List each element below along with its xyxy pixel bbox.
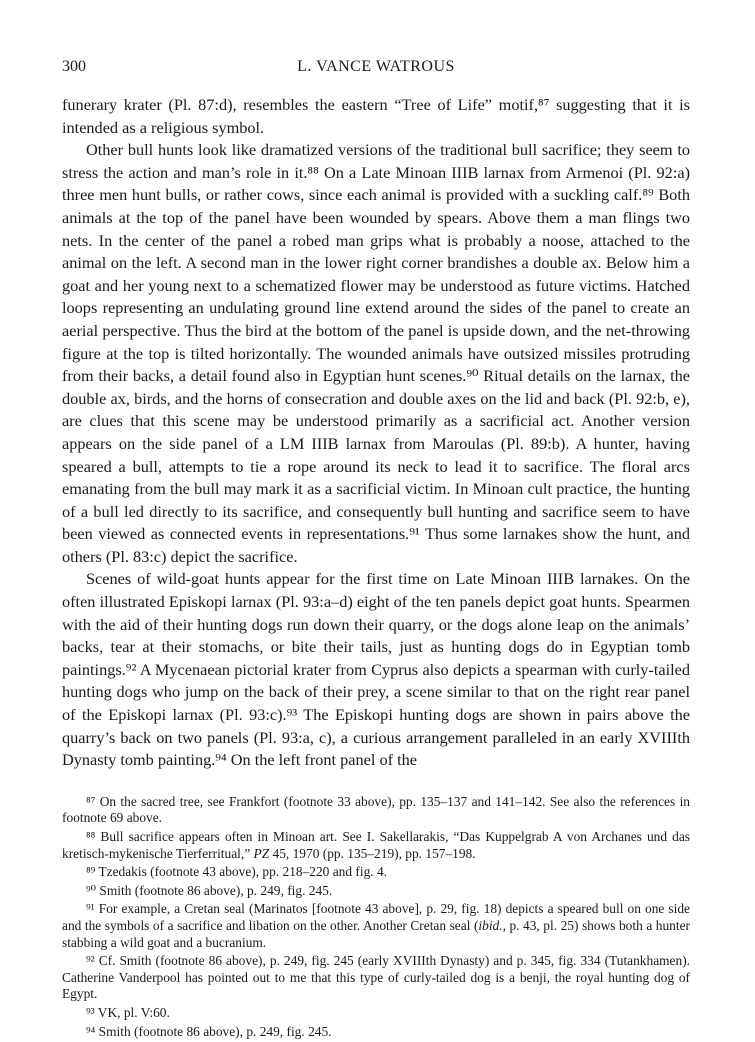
ibid-text: ibid.: [478, 917, 503, 933]
footnote-90: ⁹⁰ Smith (footnote 86 above), p. 249, fig. 245.: [86, 882, 333, 898]
footnote-text: ⁹¹ For example, a Cretan seal (Marinatos [footnote 43 above], p. 29, fig. 18) depicts a speared bull on one side and the symbols of a sacrifice and libation on the other. Another Cretan seal (: [62, 901, 690, 933]
footnote-text: 45, 1970 (pp. 135–219), pp. 157–198.: [272, 845, 476, 861]
footnote-text: , p. 43, pl. 25) shows both a hunter stabbing a wild goat and a bucranium.: [62, 917, 691, 950]
footnote-92: ⁹² Cf. Smith (footnote 86 above), p. 249, fig. 245 (early XVIIIth Dynasty) and p. 345, fig. 334 (Tutankhamen). Catherine Vanderpool has pointed out to me that this type of curly-tailed dog is a benji, the royal hunting dog of Egypt.: [62, 953, 690, 1002]
running-head: L. VANCE WATROUS: [297, 58, 455, 75]
footnote-93: ⁹³ VK, pl. V:60.: [86, 1004, 170, 1020]
paragraph: funerary krater (Pl. 87:d), resembles the eastern “Tree of Life” motif,⁸⁷ suggesting that it is intended as a religious symbol.: [62, 95, 690, 137]
footnote-94: ⁹⁴ Smith (footnote 86 above), p. 249, fig. 245.: [86, 1023, 332, 1039]
page-header: [62, 58, 690, 80]
body-text: [62, 94, 690, 772]
journal-abbreviation: PZ: [253, 845, 270, 861]
footnotes: [62, 794, 690, 1040]
page-number: 300: [62, 58, 86, 75]
footnote-91: [62, 901, 690, 951]
footnote-87: ⁸⁷ On the sacred tree, see Frankfort (footnote 33 above), pp. 135–137 and 141–142. See also the references in footnote 69 above.: [62, 793, 690, 826]
page: [62, 58, 690, 1042]
footnote-88: [62, 829, 690, 862]
footnote-89: ⁸⁹ Tzedakis (footnote 43 above), pp. 218–220 and fig. 4.: [86, 864, 388, 880]
paragraph: Other bull hunts look like dramatized versions of the traditional bull sacrifice; they seem to stress the action and man’s role in it.⁸⁸ On a Late Minoan IIIB larnax from Armenoi (Pl. 92:a) three men hunt bulls, or rather cows, since each animal is provided with a suckling calf.⁸⁹ Both animals at the top of the panel have been wounded by spears. Above them a man flings two nets. In the center of the panel a robed man grips what is probably a noose, attached to the animal on the left. A second man in the lower right corner brandishes a double ax. Below him a goat and her young next to a schematized flower may be understood as future victims. Hatched loops representing an undulating ground line extend around the sides of the panel to create an aerial perspective. Thus the bird at the bottom of the panel is upside down, and the net-throwing figure at the top is tilted horizontally. The wounded animals have outsized missiles protruding from their backs, a detail found also in Egyptian hunt scenes.⁹⁰ Ritual details on the larnax, the double ax, birds, and the horns of consecration and double axes on the lid and back (Pl. 92:b, e), are clues that this scene may be understood primarily as a sacrificial act. Another version appears on the side panel of a LM IIIB larnax from Maroulas (Pl. 89:b). A hunter, having speared a bull, attempts to tie a rope around its neck to lead it to sacrifice. The floral arcs emanating from the bull may mark it as a sacrificial victim. In Minoan cult practice, the hunting of a bull led directly to its sacrifice, and consequently bull hunting and sacrifice seem to have been viewed as connected events in representations.⁹¹ Thus some larnakes show the hunt, and others (Pl. 83:c) depict the sacrifice.: [62, 140, 690, 566]
footnote-text: ⁸⁸ Bull sacrifice appears often in Minoan art. See I. Sakellarakis, “Das Kuppelgrab A von Archanes und das kretisch-mykenische Tierferritual,”: [62, 829, 690, 861]
paragraph: Scenes of wild-goat hunts appear for the first time on Late Minoan IIIB larnakes. On the often illustrated Episkopi larnax (Pl. 93:a–d) eight of the ten panels depict goat hunts. Spearmen with the aid of their hunting dogs run down their quarry, or the dogs alone leap on the animals’ backs, tear at their stomachs, or bite their tails, just as hunting dogs do in Egyptian tomb paintings.⁹² A Mycenaean pictorial krater from Cyprus also depicts a spearman with curly-tailed hunting dogs who jump on the back of their prey, a scene similar to that on the right rear panel of the Episkopi larnax (Pl. 93:c).⁹³ The Episkopi hunting dogs are shown in pairs above the quarry’s back on two panels (Pl. 93:a, c), a curious arrangement paralleled in an early XVIIIth Dynasty tomb painting.⁹⁴ On the left front panel of the: [62, 569, 690, 770]
